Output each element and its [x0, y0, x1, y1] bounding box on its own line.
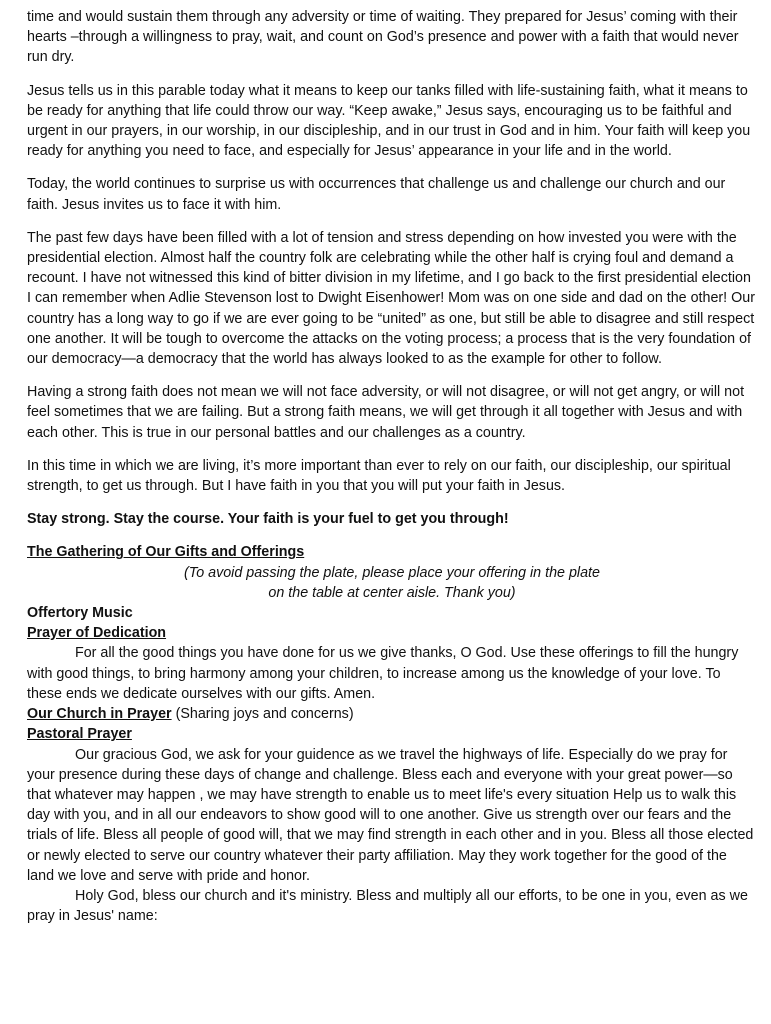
gathering-heading: The Gathering of Our Gifts and Offerings [27, 544, 305, 561]
pastoral-prayer-text-2: Holy God, bless our church and it's ministry. Bless and multiply all our efforts, to be one in you, even as we pray in Jesus' name: [27, 887, 748, 925]
pastoral-prayer-text-1: Our gracious God, we ask for your guidence as we travel the highways of life. Especially do we pray for your presence during these days of change and challenge. Bless each and everyone with your great power—so that whatever may happen , we may have strength to enable us to meet life's every situation Help us to walk this day with you, and in all our endeavors to show good will to one another. Give us strength over our fears and the trials of life. Bless all people of good will, that we may find strength in each other and in you. Bless all those elected or newly elected to serve our country whatever their party affiliation. May they work together for the good of the land we love and serve with pride and honor. [27, 746, 754, 884]
gathering-section [27, 542, 757, 603]
dedication-section [27, 623, 757, 704]
paragraph-parable: Jesus tells us in this parable today what it means to keep our tanks filled with life-sustaining faith, what it means to be ready for anything that life could throw our way. “Keep awake,” Jesus says, encouraging us to be faithful and urgent in our prayers, in our worship, in our discipleship, and in our trust in God and in him. Your faith will keep you ready for anything you need to face, and especially for Jesus’ appearance in your life and in the world. [27, 82, 751, 160]
church-in-prayer-row [27, 704, 757, 724]
paragraph-strong-faith: Having a strong faith does not mean we will not face adversity, or will not disagree, or will not get angry, or will not feel sometimes that we are failing. But a strong faith means, we will get through it all together with Jesus and with each other. This is true in our personal battles and our challenges as a country. [27, 384, 745, 441]
closing-statement: Stay strong. Stay the course. Your faith is your fuel to get you through! [27, 511, 509, 528]
dedication-heading: Prayer of Dedication [27, 625, 167, 642]
pastoral-prayer-heading: Pastoral Prayer [27, 726, 132, 743]
paragraph-election: The past few days have been filled with a lot of tension and stress depending on how invested you were with the presidential election. Almost half the country folk are celebrating while the other half is crying foul and demand a recount. I have not witnessed this kind of bitter division in my lifetime, and I go back to the first presidential election I can remember when Adlie Stevenson lost to Dwight Eisenhower! Mom was on one side and dad on the other! Our country has a long way to go if we are ever going to be “united” as one, but still be able to disagree and still respect one another. It will be tough to overcome the attacks on the voting process; a process that is the very foundation of our democracy—a democracy that the world has always looked to as the example for other to follow. [27, 229, 755, 368]
church-in-prayer-heading: Our Church in Prayer [27, 706, 172, 723]
pastoral-prayer-section [27, 724, 757, 926]
gathering-note-line2: on the table at center aisle. Thank you) [268, 584, 516, 601]
paragraph-sustain: time and would sustain them through any adversity or time of waiting. They prepared for Jesus’ coming with their hearts –through a willingness to pray, wait, and count on God’s presence and power with a faith that would never run dry. [27, 9, 739, 66]
paragraph-this-time: In this time in which we are living, it’s more important than ever to rely on our faith, our discipleship, our spiritual strength, to get us through. But I have faith in you that you will put your faith in Jesus. [27, 457, 731, 495]
dedication-text: For all the good things you have done for us we give thanks, O God. Use these offerings to fill the hungry with good things, to bring harmony among your children, to increase among us the knowledge of your love. To these ends we dedicate ourselves with our gifts. Amen. [27, 645, 739, 702]
offertory-music-heading: Offertory Music [27, 605, 133, 622]
paragraph-today: Today, the world continues to surprise us with occurrences that challenge us and challenge our church and our faith. Jesus invites us to face it with him. [27, 176, 726, 213]
gathering-note-line1: (To avoid passing the plate, please place your offering in the plate [184, 564, 600, 581]
church-in-prayer-note: (Sharing joys and concerns) [171, 706, 354, 723]
